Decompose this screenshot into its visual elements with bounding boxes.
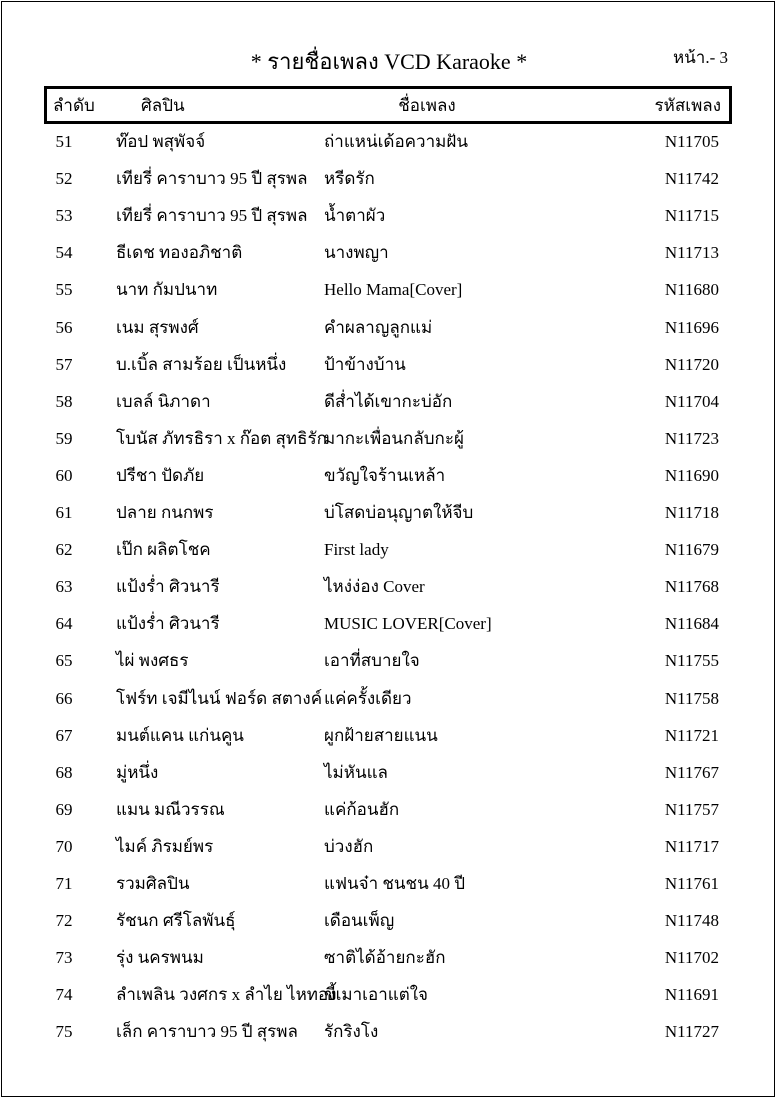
row-artist: เทียรี่ คาราบาว 95 ปี สุรพล xyxy=(116,169,308,189)
row-code: N11715 xyxy=(664,206,719,226)
row-number: 63 xyxy=(55,577,73,597)
row-code: N11690 xyxy=(664,465,719,485)
document-title: * รายชื่อเพลง VCD Karaoke * xyxy=(250,49,528,74)
row-song: แฟนจ๋า ชนชน 40 ปี xyxy=(324,874,465,893)
row-code: N11696 xyxy=(664,317,719,337)
row-number: 57 xyxy=(55,354,73,374)
row-artist: มนต์แคน แก่นคูน xyxy=(116,725,244,745)
row-song: น้ำตาผัว xyxy=(324,206,386,226)
row-song: ดีส่ำได้เขากะบ่อัก xyxy=(324,391,453,411)
row-song: แค่ครั้งเดียว xyxy=(324,688,412,708)
row-code: N11767 xyxy=(664,762,719,782)
row-number: 66 xyxy=(55,688,73,708)
row-song: เอาที่สบายใจ xyxy=(324,651,420,671)
table-row xyxy=(0,384,778,421)
row-code: N11680 xyxy=(664,280,719,300)
row-artist: เล็ก คาราบาว 95 ปี สุรพล xyxy=(116,1022,298,1042)
row-artist: ไผ่ พงศธร xyxy=(116,651,189,671)
table-row xyxy=(0,903,778,940)
row-song: บ่โสดบ่อนุญาตให้จีบ xyxy=(324,503,474,522)
row-artist: แป้งร่ำ ศิวนารี xyxy=(116,614,220,634)
row-song: ซาติได้อ้ายกะฮัก xyxy=(324,948,446,968)
row-code: N11702 xyxy=(664,948,719,968)
table-row xyxy=(0,421,778,458)
row-code: N11705 xyxy=(664,132,719,151)
row-number: 54 xyxy=(55,243,73,263)
row-code: N11727 xyxy=(664,1022,719,1042)
table-row xyxy=(0,792,778,829)
row-artist: ไมค์ ภิรมย์พร xyxy=(116,836,214,856)
row-number: 55 xyxy=(55,280,73,300)
row-number: 75 xyxy=(55,1022,73,1042)
row-number: 59 xyxy=(55,428,73,448)
table-row xyxy=(0,643,778,680)
row-song: ป้าข้างบ้าน xyxy=(324,354,406,374)
row-artist: แป้งร่ำ ศิวนารี xyxy=(116,577,220,597)
table-row xyxy=(0,458,778,495)
row-song: ไม่หันแล xyxy=(324,762,388,782)
row-code: N11755 xyxy=(664,651,719,671)
row-number: 64 xyxy=(55,614,73,634)
row-code: N11684 xyxy=(664,614,719,634)
row-artist: เนม สุรพงศ์ xyxy=(116,317,199,337)
row-artist: โฟร์ท เจมีไนน์ ฟอร์ด สตางค์ xyxy=(116,688,323,708)
table-row xyxy=(0,569,778,606)
column-header-song: ชื่อเพลง xyxy=(398,96,456,115)
table-row xyxy=(0,347,778,384)
row-number: 62 xyxy=(55,540,73,560)
table-row xyxy=(0,124,778,161)
row-number: 73 xyxy=(55,948,73,968)
row-artist: เทียรี่ คาราบาว 95 ปี สุรพล xyxy=(116,206,308,226)
row-artist: ลำเพลิน วงศกร x ลำไย ไหทอง xyxy=(116,985,337,1005)
row-artist: ปลาย กนกพร xyxy=(116,503,214,522)
row-number: 56 xyxy=(55,317,73,337)
row-song: ถ่าแหน่เด้อความฝัน xyxy=(324,132,468,151)
table-row xyxy=(0,1014,778,1051)
page-number: หน้า.- 3 xyxy=(672,48,728,67)
row-artist: เป๊ก ผลิตโชค xyxy=(116,540,211,560)
table-row xyxy=(0,310,778,347)
row-number: 67 xyxy=(55,725,73,745)
table-row xyxy=(0,681,778,718)
row-number: 60 xyxy=(55,465,73,485)
row-number: 65 xyxy=(55,651,73,671)
table-row xyxy=(0,272,778,309)
row-song: First lady xyxy=(324,540,389,560)
row-song: ผูกฝ้ายสายแนน xyxy=(324,725,438,745)
row-song: แค่ก้อนฮัก xyxy=(324,799,400,819)
row-code: N11721 xyxy=(664,725,719,745)
row-artist: ท๊อป พสุพัจจ์ xyxy=(116,132,206,151)
row-artist: บ.เบิ้ล สามร้อย เป็นหนึ่ง xyxy=(116,354,287,374)
row-code: N11691 xyxy=(664,985,719,1005)
table-row xyxy=(0,495,778,532)
row-number: 69 xyxy=(55,799,73,819)
table-row xyxy=(0,235,778,272)
row-code: N11717 xyxy=(664,836,719,856)
row-song: รักริงโง xyxy=(324,1022,379,1042)
row-artist: รุ่ง นครพนม xyxy=(116,948,204,968)
row-code: N11718 xyxy=(664,503,719,522)
row-code: N11704 xyxy=(664,391,719,411)
row-code: N11768 xyxy=(664,577,719,597)
row-song: MUSIC LOVER[Cover] xyxy=(324,614,492,634)
row-song: ขี้เมาเอาแต่ใจ xyxy=(324,985,429,1005)
row-song: มากะเพื่อนกลับกะผู้ xyxy=(324,428,464,448)
table-row xyxy=(0,755,778,792)
column-header-code: รหัสเพลง xyxy=(654,96,721,115)
row-number: 74 xyxy=(55,985,73,1005)
table-row xyxy=(0,977,778,1014)
row-artist: รัชนก ศรีโลพันธุ์ xyxy=(116,911,236,931)
row-code: N11723 xyxy=(664,428,719,448)
row-code: N11761 xyxy=(664,874,719,893)
row-number: 68 xyxy=(55,762,73,782)
row-song: บ่วงฮัก xyxy=(324,836,374,856)
row-artist: เบลล์ นิภาดา xyxy=(116,391,211,411)
row-artist: แมน มณีวรรณ xyxy=(116,799,225,819)
row-number: 53 xyxy=(55,206,73,226)
row-number: 70 xyxy=(55,836,73,856)
row-code: N11720 xyxy=(664,354,719,374)
table-row xyxy=(0,161,778,198)
table-header xyxy=(44,86,732,124)
row-song: Hello Mama[Cover] xyxy=(324,280,463,300)
row-artist: มู่หนึ่ง xyxy=(116,762,159,782)
row-number: 52 xyxy=(55,169,73,189)
table-row xyxy=(0,866,778,903)
column-header-artist: ศิลปิน xyxy=(141,96,185,115)
row-artist: นาท กัมปนาท xyxy=(116,280,218,300)
row-number: 72 xyxy=(55,911,73,931)
row-song: นางพญา xyxy=(324,243,389,263)
table-row xyxy=(0,829,778,866)
row-number: 51 xyxy=(55,132,73,151)
row-code: N11742 xyxy=(664,169,719,189)
row-code: N11713 xyxy=(664,243,719,263)
row-artist: โบนัส ภัทรธิรา x ก๊อต สุทธิรัก xyxy=(116,428,327,448)
table-row xyxy=(0,532,778,569)
row-code: N11679 xyxy=(664,540,719,560)
table-row xyxy=(0,718,778,755)
row-number: 71 xyxy=(55,874,73,893)
row-code: N11748 xyxy=(664,911,719,931)
row-number: 61 xyxy=(55,503,73,522)
row-artist: ธีเดช ทองอภิชาติ xyxy=(116,243,243,263)
row-song: คำผลาญลูกแม่ xyxy=(324,317,433,337)
row-number: 58 xyxy=(55,391,73,411)
row-code: N11758 xyxy=(664,688,719,708)
row-song: ไหง่ง่อง Cover xyxy=(324,577,425,597)
row-artist: ปรีชา ปัดภัย xyxy=(116,465,205,485)
table-row xyxy=(0,198,778,235)
table-row xyxy=(0,940,778,977)
row-song: เดือนเพ็ญ xyxy=(324,911,395,931)
row-code: N11757 xyxy=(664,799,719,819)
table-row xyxy=(0,606,778,643)
row-song: ขวัญใจร้านเหล้า xyxy=(324,465,446,485)
column-header-no: ลำดับ xyxy=(53,96,95,115)
row-artist: รวมศิลปิน xyxy=(116,874,190,893)
row-song: หรีดรัก xyxy=(324,169,375,189)
